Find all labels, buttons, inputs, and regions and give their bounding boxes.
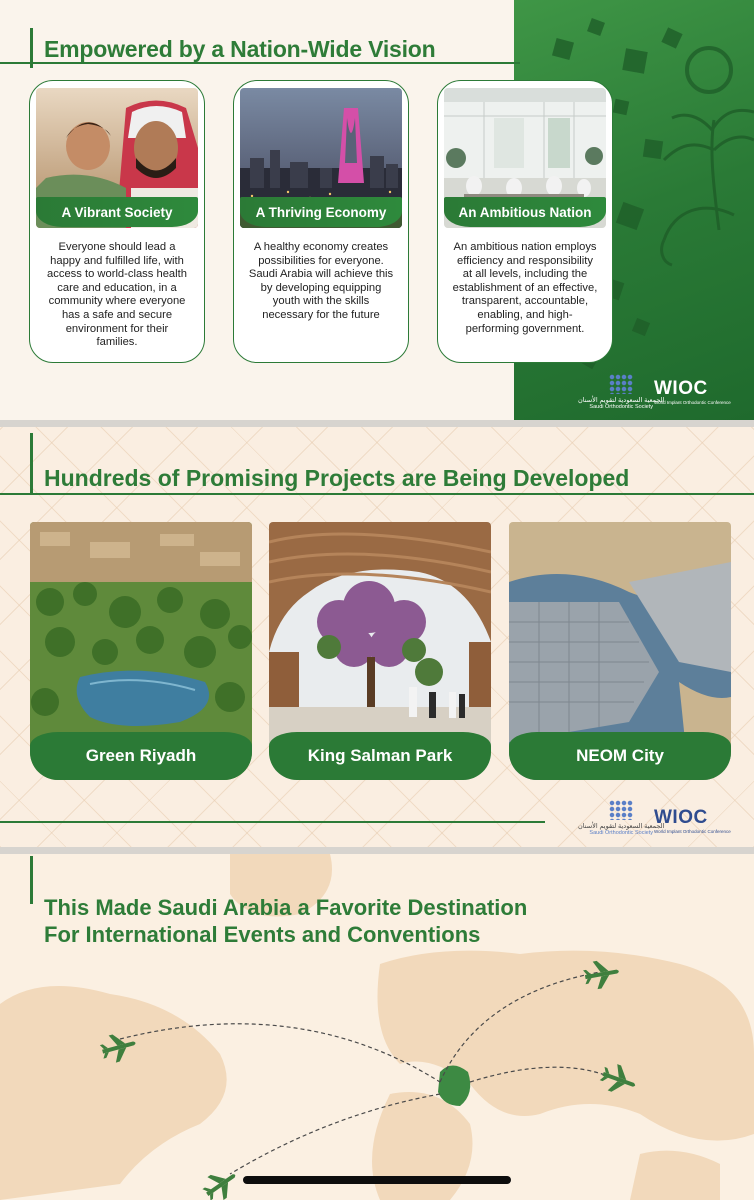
project-king-salman-park: [269, 522, 491, 780]
wioc-logo-subtitle: World Implant Orthodontic Conference: [654, 400, 731, 405]
project-green-riyadh: [30, 522, 252, 780]
sos-logo-english: Saudi Orthodontic Society: [589, 404, 653, 410]
sos-logo-icon: [609, 800, 633, 820]
title-accent-bar: [30, 433, 33, 495]
wioc-logo: [654, 378, 731, 405]
title-rule: [0, 493, 754, 495]
sos-logo-english: Saudi Orthodontic Society: [589, 830, 653, 836]
slide-title: Hundreds of Promising Projects are Being Developed: [44, 465, 630, 491]
slide-projects: [0, 427, 754, 847]
project-neom-city: [509, 522, 731, 780]
slide-title: Empowered by a Nation-Wide Vision: [44, 36, 436, 62]
title-accent-bar: [30, 856, 33, 904]
project-label: Green Riyadh: [30, 732, 252, 780]
saudi-orthodontic-society-logo: [578, 374, 664, 410]
card-label: A Thriving Economy: [240, 197, 402, 227]
wioc-logo-name: WIOC: [654, 378, 708, 399]
wioc-logo-subtitle: World Implant Orthodontic Conference: [654, 829, 731, 834]
sos-logo-arabic: الجمعية السعودية لتقويم الأسنان: [578, 823, 665, 830]
saudi-map-icon: [438, 1066, 470, 1107]
card-description: A healthy economy creates possibilities for everyone. Saudi Arabia will achieve this by developing equipping youth with the skills necessary for the future: [248, 241, 394, 321]
home-indicator[interactable]: [243, 1176, 511, 1184]
slide-vision: [0, 0, 754, 420]
slide-title: [44, 894, 527, 948]
slide-title-line1: This Made Saudi Arabia a Favorite Destination: [44, 895, 528, 920]
card-vibrant-society: [29, 80, 205, 363]
sos-logo-icon: [609, 374, 633, 394]
wioc-logo-name: WIOC: [654, 807, 708, 828]
project-label: King Salman Park: [269, 732, 491, 780]
card-thriving-economy: [233, 80, 409, 363]
wioc-logo: [654, 807, 731, 834]
sos-logo-arabic: الجمعية السعودية لتقويم الأسنان: [578, 397, 665, 404]
footer-rule: [0, 821, 545, 823]
saudi-orthodontic-society-logo: [578, 800, 664, 836]
card-description: Everyone should lead a happy and fulfilled life, with access to world-class health care and education, in a community where everyone has a safe and secure environment for their families.: [47, 241, 187, 349]
card-label: An Ambitious Nation: [444, 197, 606, 227]
card-label: A Vibrant Society: [36, 197, 198, 227]
slide-destination: [0, 854, 754, 1200]
card-ambitious-nation: [437, 80, 613, 363]
slide-title-line2: For International Events and Conventions: [44, 922, 481, 947]
airplane-icon: [198, 1163, 243, 1200]
project-label: NEOM City: [509, 732, 731, 780]
card-description: An ambitious nation employs efficiency and responsibility at all levels, including the establishment of an effective, transparent, accountable, enabling, and high-performing government.: [452, 241, 598, 335]
